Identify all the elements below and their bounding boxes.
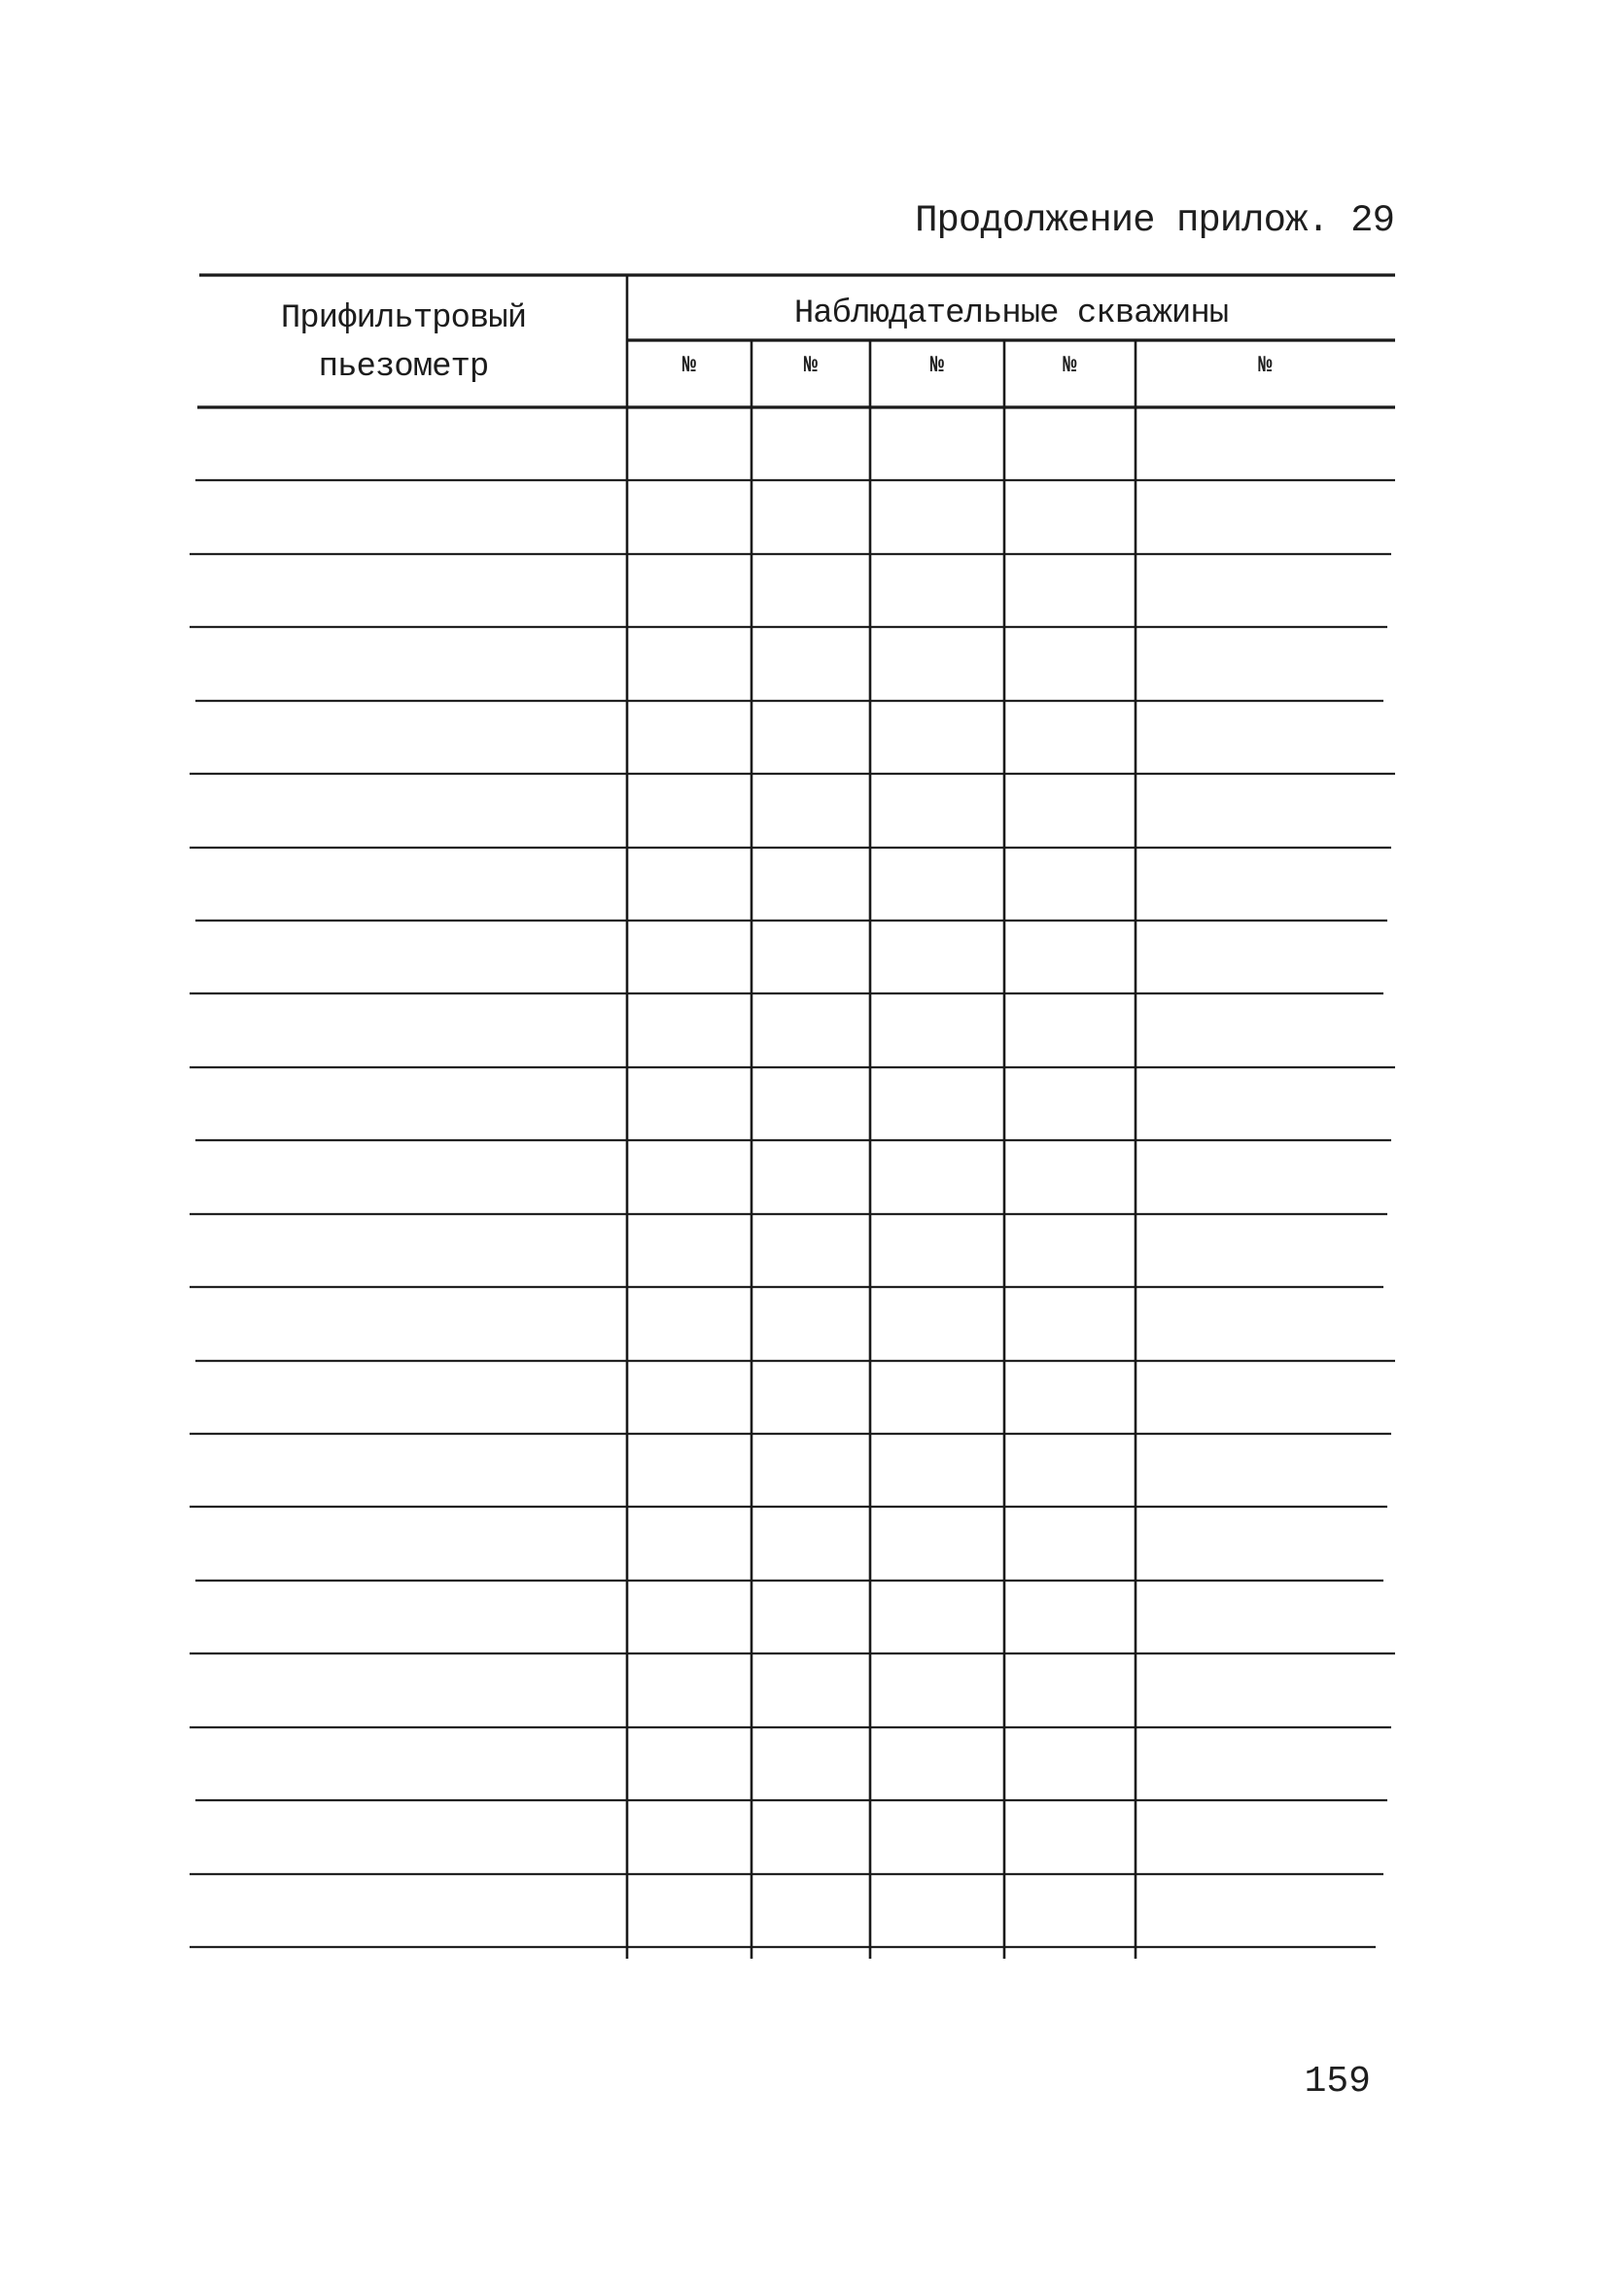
table-grid bbox=[180, 275, 1395, 1957]
well-number-label-5: № bbox=[1258, 353, 1273, 379]
piezometer-column-header: Прифильтровый пьезометр bbox=[280, 300, 527, 386]
page-number: 159 bbox=[1304, 2061, 1371, 2103]
observation-form-table bbox=[180, 275, 1395, 1957]
observation-wells-group-header: Наблюдательные скважины bbox=[793, 296, 1229, 332]
well-number-label-4: № bbox=[1063, 353, 1077, 379]
well-number-label-3: № bbox=[929, 353, 945, 379]
appendix-continuation-heading: Продолжение прилож. 29 bbox=[915, 199, 1394, 242]
well-number-label-2: № bbox=[803, 353, 819, 379]
well-number-label-1: № bbox=[682, 353, 697, 379]
